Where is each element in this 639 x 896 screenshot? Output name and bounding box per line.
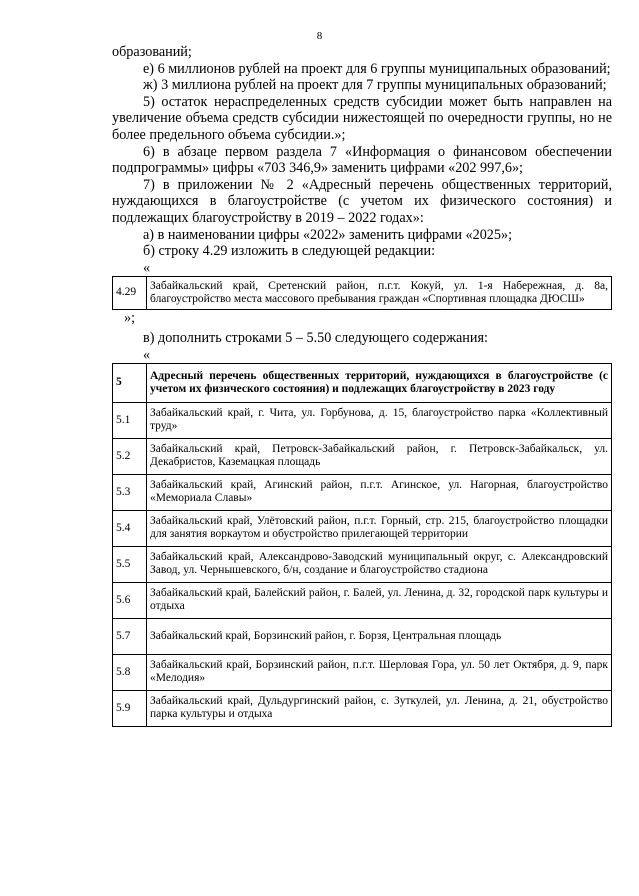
table-row <box>113 618 612 654</box>
page-number: 8 <box>316 30 323 42</box>
row-text: Забайкальский край, Александрово-Заводский муниципальный округ, с. Александровский Завод, ул. Чернышевского, б/н, создание и благоустройство стадиона <box>147 546 612 582</box>
table-row <box>113 438 612 474</box>
row-text: Забайкальский край, Сретенский район, п.г.т. Кокуй, ул. 1-я Набережная, д. 8а, благоустройство места массового пребывания граждан «Спортивная площадка ДЮСШ» <box>147 276 612 309</box>
paragraph-item-7: 7) в приложении № 2 «Адресный перечень общественных территорий, нуждающихся в благоустройстве (с учетом их физического состояния) и подлежащих благоустройству в 2019 – 2022 годах»: <box>112 176 612 226</box>
paragraph-continuation: образований; <box>112 44 192 60</box>
quote-close-mark: »; <box>124 310 136 327</box>
header-number: 5 <box>113 363 147 402</box>
paragraph-item-6: 6) в абзаце первом раздела 7 «Информация о финансовом обеспечении подпрограммы» цифры «703 346,9» заменить цифрами «202 997,6»; <box>112 143 612 177</box>
table-header-row <box>113 363 612 402</box>
quote-open-mark-2: « <box>143 346 151 363</box>
table-row <box>113 510 612 546</box>
document-body <box>112 44 612 727</box>
row-text: Забайкальский край, Борзинский район, п.г.т. Шерловая Гора, ул. 50 лет Октября, д. 9, парк «Мелодия» <box>147 654 612 690</box>
table-row <box>113 402 612 438</box>
row-text: Забайкальский край, Дульдургинский район, с. Зуткулей, ул. Ленина, д. 21, обустройство парка культуры и отдыха <box>147 690 612 726</box>
row-text: Забайкальский край, г. Чита, ул. Горбунова, д. 15, благоустройство парка «Коллективный труд» <box>147 402 612 438</box>
paragraph-item-5: 5) остаток нераспределенных средств субсидии может быть направлен на увеличение объема средств субсидии нижестоящей по очередности группы, но не более предельного объема субсидии.»; <box>112 93 612 143</box>
row-number: 5.2 <box>113 438 147 474</box>
row-number: 5.8 <box>113 654 147 690</box>
row-number: 5.7 <box>113 618 147 654</box>
table-rows-5 <box>112 363 612 727</box>
row-text: Забайкальский край, Петровск-Забайкальский район, г. Петровск-Забайкальск, ул. Декабристов, Каземацкая площадь <box>147 438 612 474</box>
row-number: 4.29 <box>113 276 147 309</box>
table-row <box>113 276 612 309</box>
row-number: 5.1 <box>113 402 147 438</box>
header-text: Адресный перечень общественных территорий, нуждающихся в благоустройстве (с учетом их физического состояния) и подлежащих благоустройству в 2023 году <box>147 363 612 402</box>
row-number: 5.9 <box>113 690 147 726</box>
paragraph-item-b: б) строку 4.29 изложить в следующей редакции: <box>143 243 436 260</box>
paragraph-item-a: а) в наименовании цифры «2022» заменить цифрами «2025»; <box>143 226 513 243</box>
table-row <box>113 654 612 690</box>
paragraph-item-zh: ж) 3 миллиона рублей на проект для 7 группы муниципальных образований; <box>143 77 607 94</box>
table-row <box>113 582 612 618</box>
table-row <box>113 690 612 726</box>
row-text: Забайкальский край, Улётовский район, п.г.т. Горный, стр. 215, благоустройство площадки для занятия воркаутом и обустройство прилегающей территории <box>147 510 612 546</box>
row-number: 5.6 <box>113 582 147 618</box>
row-number: 5.5 <box>113 546 147 582</box>
table-row <box>113 474 612 510</box>
row-text: Забайкальский край, Борзинский район, г. Борзя, Центральная площадь <box>147 618 612 654</box>
table-row-4-29 <box>112 276 612 310</box>
row-number: 5.4 <box>113 510 147 546</box>
row-text: Забайкальский край, Агинский район, п.г.т. Агинское, ул. Нагорная, благоустройство «Мемориала Славы» <box>147 474 612 510</box>
row-number: 5.3 <box>113 474 147 510</box>
quote-open-mark: « <box>143 259 151 276</box>
paragraph-item-v: в) дополнить строками 5 – 5.50 следующего содержания: <box>143 330 488 347</box>
paragraph-item-e: е) 6 миллионов рублей на проект для 6 группы муниципальных образований; <box>143 60 611 77</box>
row-text: Забайкальский край, Балейский район, г. Балей, ул. Ленина, д. 32, городской парк культуры и отдыха <box>147 582 612 618</box>
table-row <box>113 546 612 582</box>
